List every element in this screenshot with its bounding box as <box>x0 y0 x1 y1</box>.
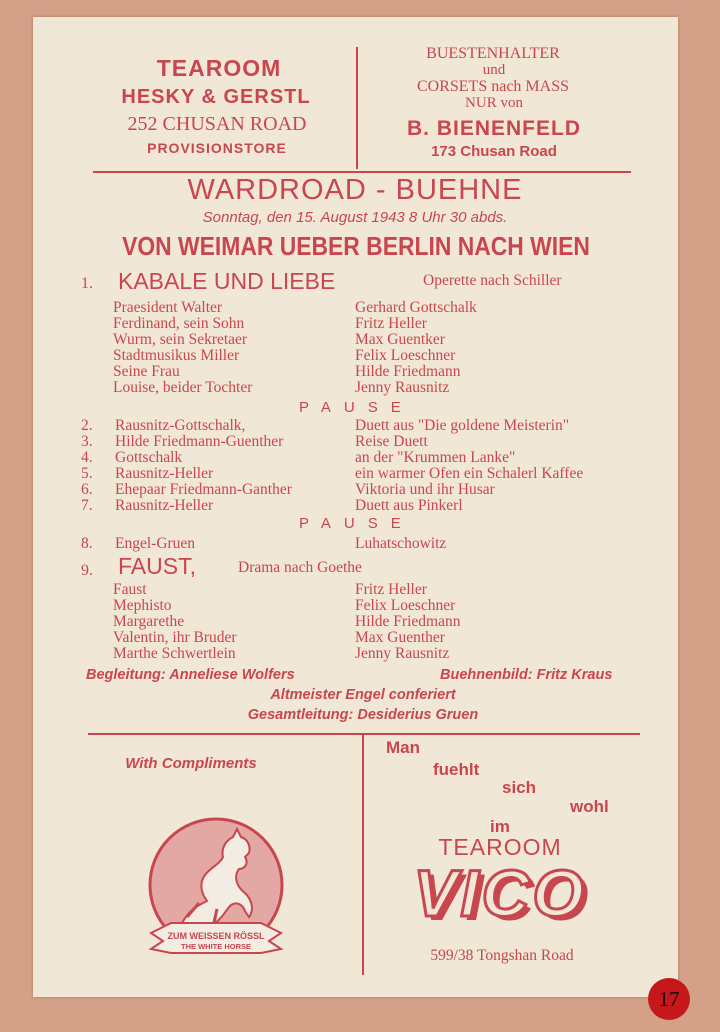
cast-actor: Felix Loeschner <box>355 347 456 364</box>
cast-actor: Hilde Friedmann <box>355 613 461 630</box>
ad-vico-word1: Man <box>386 738 420 757</box>
cast-row <box>113 581 673 598</box>
cast-role: Stadtmusikus Miller <box>113 347 240 364</box>
program-act <box>81 449 671 466</box>
cast-row <box>113 629 673 646</box>
white-horse-logo <box>141 813 291 973</box>
footer-rule <box>88 733 640 735</box>
credit-direction: Gesamtleitung: Desiderius Gruen <box>247 707 479 723</box>
act-number: 2. <box>81 417 93 434</box>
act-performers: Gottschalk <box>115 449 183 466</box>
cast-actor: Gerhard Gottschalk <box>355 299 477 316</box>
program-subtitle: VON WEIMAR UEBER BERLIN NACH WIEN <box>122 231 590 261</box>
ad-tearoom-owners: HESKY & GERSTL <box>121 86 311 108</box>
cast-row <box>113 347 673 364</box>
theater-title: WARDROAD - BUEHNE <box>187 174 523 206</box>
act-piece: Viktoria und ihr Husar <box>355 481 495 498</box>
cast-role: Ferdinand, sein Sohn <box>113 315 245 332</box>
act-performers: Engel-Gruen <box>115 535 196 552</box>
ad-with-compliments: With Compliments <box>125 755 257 772</box>
section-title: KABALE UND LIEBE <box>118 268 336 294</box>
act-number: 4. <box>81 449 93 466</box>
act-piece: an der "Krummen Lanke" <box>355 449 516 466</box>
performance-date: Sonntag, den 15. August 1943 8 Uhr 30 abds. <box>202 209 508 226</box>
cast-role: Louise, beider Tochter <box>113 379 253 396</box>
program-act <box>81 465 671 482</box>
ad-tearoom-provisionstore: PROVISIONSTORE <box>147 140 287 156</box>
act-piece: Reise Duett <box>355 433 428 450</box>
ad-vico-word4: wohl <box>570 797 609 816</box>
act-performers: Rausnitz-Heller <box>115 497 214 514</box>
section-note: Drama nach Goethe <box>238 559 362 576</box>
act-piece: Duett aus "Die goldene Meisterin" <box>355 417 570 434</box>
cast-role: Wurm, sein Sekretaer <box>113 331 248 348</box>
act-number: 5. <box>81 465 93 482</box>
ad-tearoom-title: TEAROOM <box>156 55 282 81</box>
ad-corset-line2: und <box>482 62 506 78</box>
ad-bienenfeld-name: B. BIENENFELD <box>406 117 582 140</box>
section-title: FAUST, <box>118 553 196 579</box>
footer-divider-vertical <box>362 735 364 975</box>
cast-actor: Jenny Rausnitz <box>355 645 450 662</box>
cast-role: Faust <box>113 581 147 598</box>
pause-divider: PAUSE <box>299 399 414 416</box>
cast-role: Marthe Schwertlein <box>113 645 236 662</box>
cast-actor: Fritz Heller <box>355 315 427 332</box>
cast-role: Seine Frau <box>113 363 180 380</box>
act-performers: Hilde Friedmann-Guenther <box>115 433 284 450</box>
act-performers: Rausnitz-Heller <box>115 465 214 482</box>
section-note: Operette nach Schiller <box>423 272 562 289</box>
cast-row <box>113 315 673 332</box>
cast-role: Valentin, ihr Bruder <box>113 629 237 646</box>
act-piece: Duett aus Pinkerl <box>355 497 463 514</box>
ad-divider-vertical <box>356 47 358 169</box>
cast-row <box>113 331 673 348</box>
ad-corset-line1: BUESTENHALTER <box>426 45 560 62</box>
cast-actor: Hilde Friedmann <box>355 363 461 380</box>
ad-vico-address: 599/38 Tongshan Road <box>430 947 574 964</box>
cast-actor: Max Guenther <box>355 629 445 646</box>
act-number: 3. <box>81 433 93 450</box>
cast-row <box>113 597 673 614</box>
cast-row <box>113 363 673 380</box>
ad-bienenfeld-address: 173 Chusan Road <box>431 143 557 160</box>
section-number: 9. <box>81 562 93 579</box>
credit-host: Altmeister Engel conferiert <box>270 687 456 703</box>
credit-accompaniment: Begleitung: Anneliese Wolfers <box>86 667 295 683</box>
program-act <box>81 481 671 498</box>
act-number: 6. <box>81 481 93 498</box>
act-performers: Rausnitz-Gottschalk, <box>115 417 246 434</box>
act-number: 8. <box>81 535 93 552</box>
cast-role: Margarethe <box>113 613 185 630</box>
cast-row <box>113 613 673 630</box>
program-act <box>81 535 671 552</box>
page-number-badge: 17 <box>648 978 690 1020</box>
program-act <box>81 433 671 450</box>
act-performers: Ehepaar Friedmann-Ganther <box>115 481 292 498</box>
act-piece: Luhatschowitz <box>355 535 447 552</box>
logo-banner-text: ZUM WEISSEN RÖSSL <box>167 931 265 941</box>
cast-row <box>113 645 673 662</box>
cast-row <box>113 379 673 396</box>
ad-vico-brand: VICO <box>413 856 587 930</box>
cast-actor: Felix Loeschner <box>355 597 456 614</box>
cast-actor: Max Guentker <box>355 331 445 348</box>
program-act <box>81 417 671 434</box>
ad-vico-word2: fuehlt <box>433 760 480 779</box>
program-act <box>81 497 671 514</box>
ad-corset-line4: NUR von <box>465 95 523 111</box>
cast-actor: Jenny Rausnitz <box>355 379 450 396</box>
section-number: 1. <box>81 275 93 292</box>
playbill-sheet <box>33 17 678 997</box>
credit-stage-design: Buehnenbild: Fritz Kraus <box>440 667 613 683</box>
ad-vico-word5: im <box>490 817 510 836</box>
ad-vico-word3: sich <box>502 778 537 797</box>
cast-role: Praesident Walter <box>113 299 223 316</box>
pause-divider: PAUSE <box>299 515 414 532</box>
ad-corset-line3: CORSETS nach MASS <box>416 78 570 95</box>
cast-row <box>113 299 673 316</box>
ad-tearoom-address: 252 CHUSAN ROAD <box>127 113 307 135</box>
logo-banner-subtext: THE WHITE HORSE <box>180 942 252 951</box>
cast-role: Mephisto <box>113 597 172 614</box>
ad-vico-tearoom: TEAROOM <box>438 834 562 860</box>
header-rule <box>93 171 631 173</box>
act-number: 7. <box>81 497 93 514</box>
cast-actor: Fritz Heller <box>355 581 427 598</box>
act-piece: ein warmer Ofen ein Schalerl Kaffee <box>355 465 584 482</box>
